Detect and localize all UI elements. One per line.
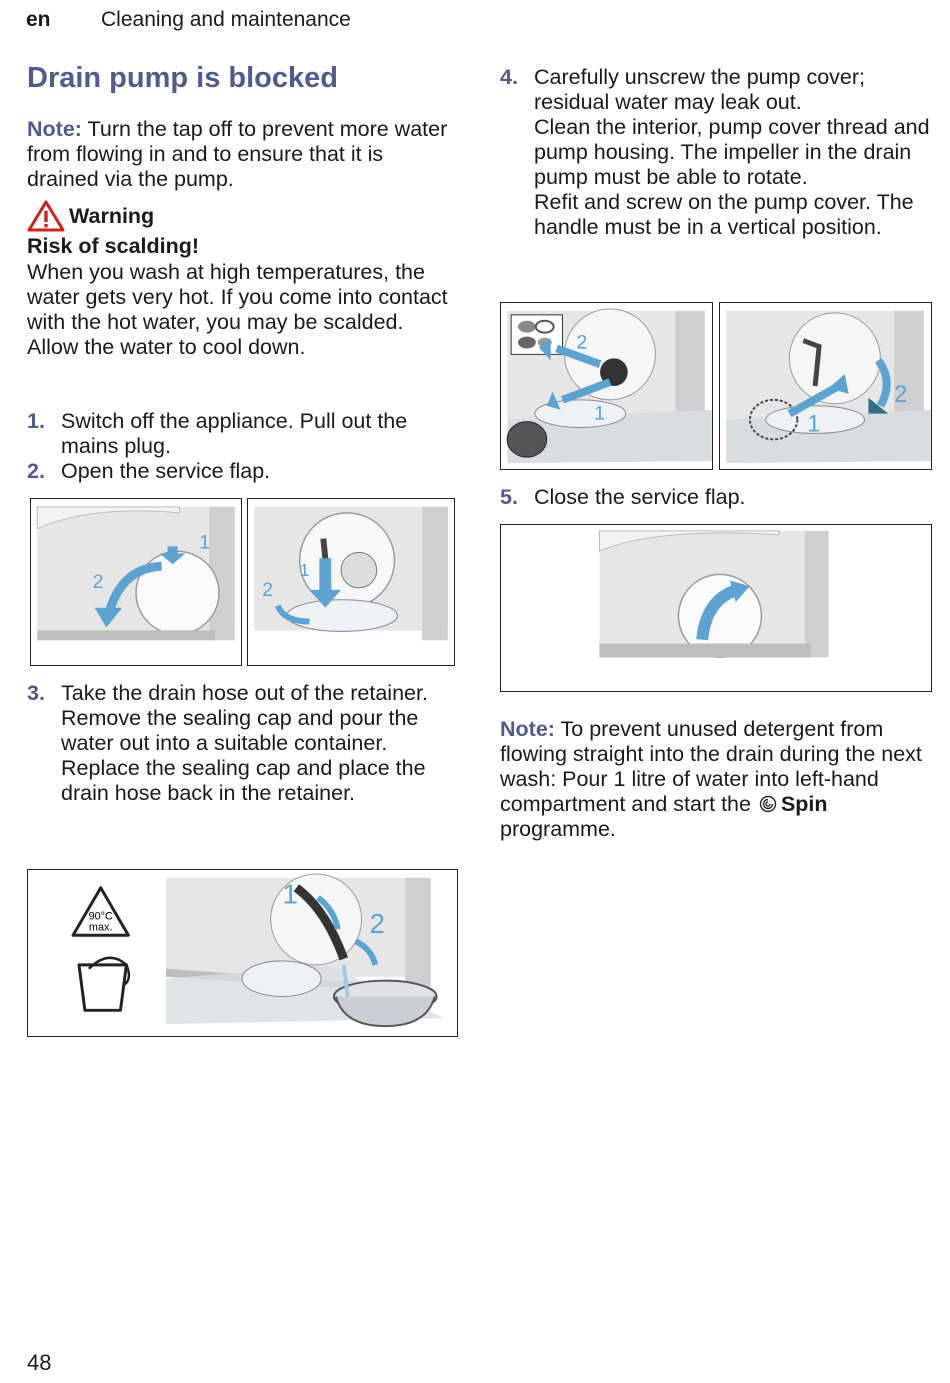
figure-open-flap-b [247,498,455,666]
illustration-remove-flap [248,499,454,665]
note-text-end: programme. [500,817,616,841]
callout-2: 2 [369,908,385,940]
temp-label: 90°C [88,910,113,923]
step-line: Clean the interior, pump cover thread and pump housing. The impeller in the drain pump must be able to rotate. [534,115,930,189]
step-number: 3. [27,681,45,705]
bucket-icon [79,958,129,1010]
callout-1: 1 [282,878,298,910]
callout-1: 1 [807,411,821,438]
step-line: Carefully unscrew the pump cover; residual water may leak out. [534,65,866,114]
note-text: Turn the tap off to prevent more water from flowing in and to ensure that it is drained via the pump. [27,117,448,191]
warning-heading [27,200,457,232]
callout-1: 1 [299,560,310,581]
spin-icon [759,795,777,813]
program-name: Spin [780,792,828,816]
section-title: Cleaning and maintenance [101,8,351,31]
hot-water-warning-icon [73,888,128,935]
note-label: Note: [500,717,555,741]
illustration-close-flap [501,525,931,691]
step-text: Open the service flap. [61,459,271,483]
illustration-drain-hose [28,870,457,1036]
step-number: 4. [500,65,518,89]
step-number: 5. [500,485,518,509]
figure-refit-cover [719,302,932,470]
figure-unscrew-cover [500,302,713,470]
figure-drain-hose [27,869,458,1037]
note-text: To prevent unused detergent from flowing straight into the drain during the next wash: Pour 1 litre of water into left-hand compartment and start the [500,717,922,816]
step-2 [27,459,457,484]
step-number: 1. [27,409,45,433]
note-detergent [500,717,930,842]
note-label: Note: [27,117,82,141]
step-line: Take the drain hose out of the retainer. [61,681,428,705]
step-5 [500,485,930,510]
language-code: en [26,8,51,31]
step-line: Refit and screw on the pump cover. The handle must be in a vertical position. [534,190,914,239]
callout-2: 2 [894,381,908,408]
warning-triangle-icon [27,200,65,232]
callout-2: 2 [262,578,274,601]
warning-text: When you wash at high temperatures, the water gets very hot. If you come into contact with the hot water, you may be scalded. [27,260,448,334]
warning-action: Allow the water to cool down. [27,335,306,359]
warning-block [27,200,457,360]
max-label: max. [88,921,113,934]
step-3 [27,681,457,806]
step-line: Remove the sealing cap and pour the water out into a suitable container. [61,706,419,755]
step-line: Replace the sealing cap and place the drain hose back in the retainer. [61,756,426,805]
callout-1: 1 [199,531,211,554]
step-text [534,65,930,240]
callout-1: 1 [594,402,606,425]
figure-close-flap [500,524,932,692]
page-title: Drain pump is blocked [27,62,338,94]
figure-open-flap-a [30,498,242,666]
warning-risk: Risk of scalding! [27,234,200,258]
page-number: 48 [27,1350,52,1375]
illustration-unscrew-cover [501,303,712,469]
step-1 [27,409,457,459]
step-4 [500,65,930,240]
warning-label: Warning [69,203,155,228]
step-text [61,681,457,806]
callout-2: 2 [576,331,588,354]
illustration-open-flap [31,499,241,665]
steps-1-2 [27,409,457,484]
step-number: 2. [27,459,45,483]
illustration-refit-cover [720,303,931,469]
note-block [27,117,457,192]
step-text: Close the service flap. [534,485,746,509]
callout-2: 2 [92,570,104,593]
step-text: Switch off the appliance. Pull out the mains plug. [61,409,408,458]
